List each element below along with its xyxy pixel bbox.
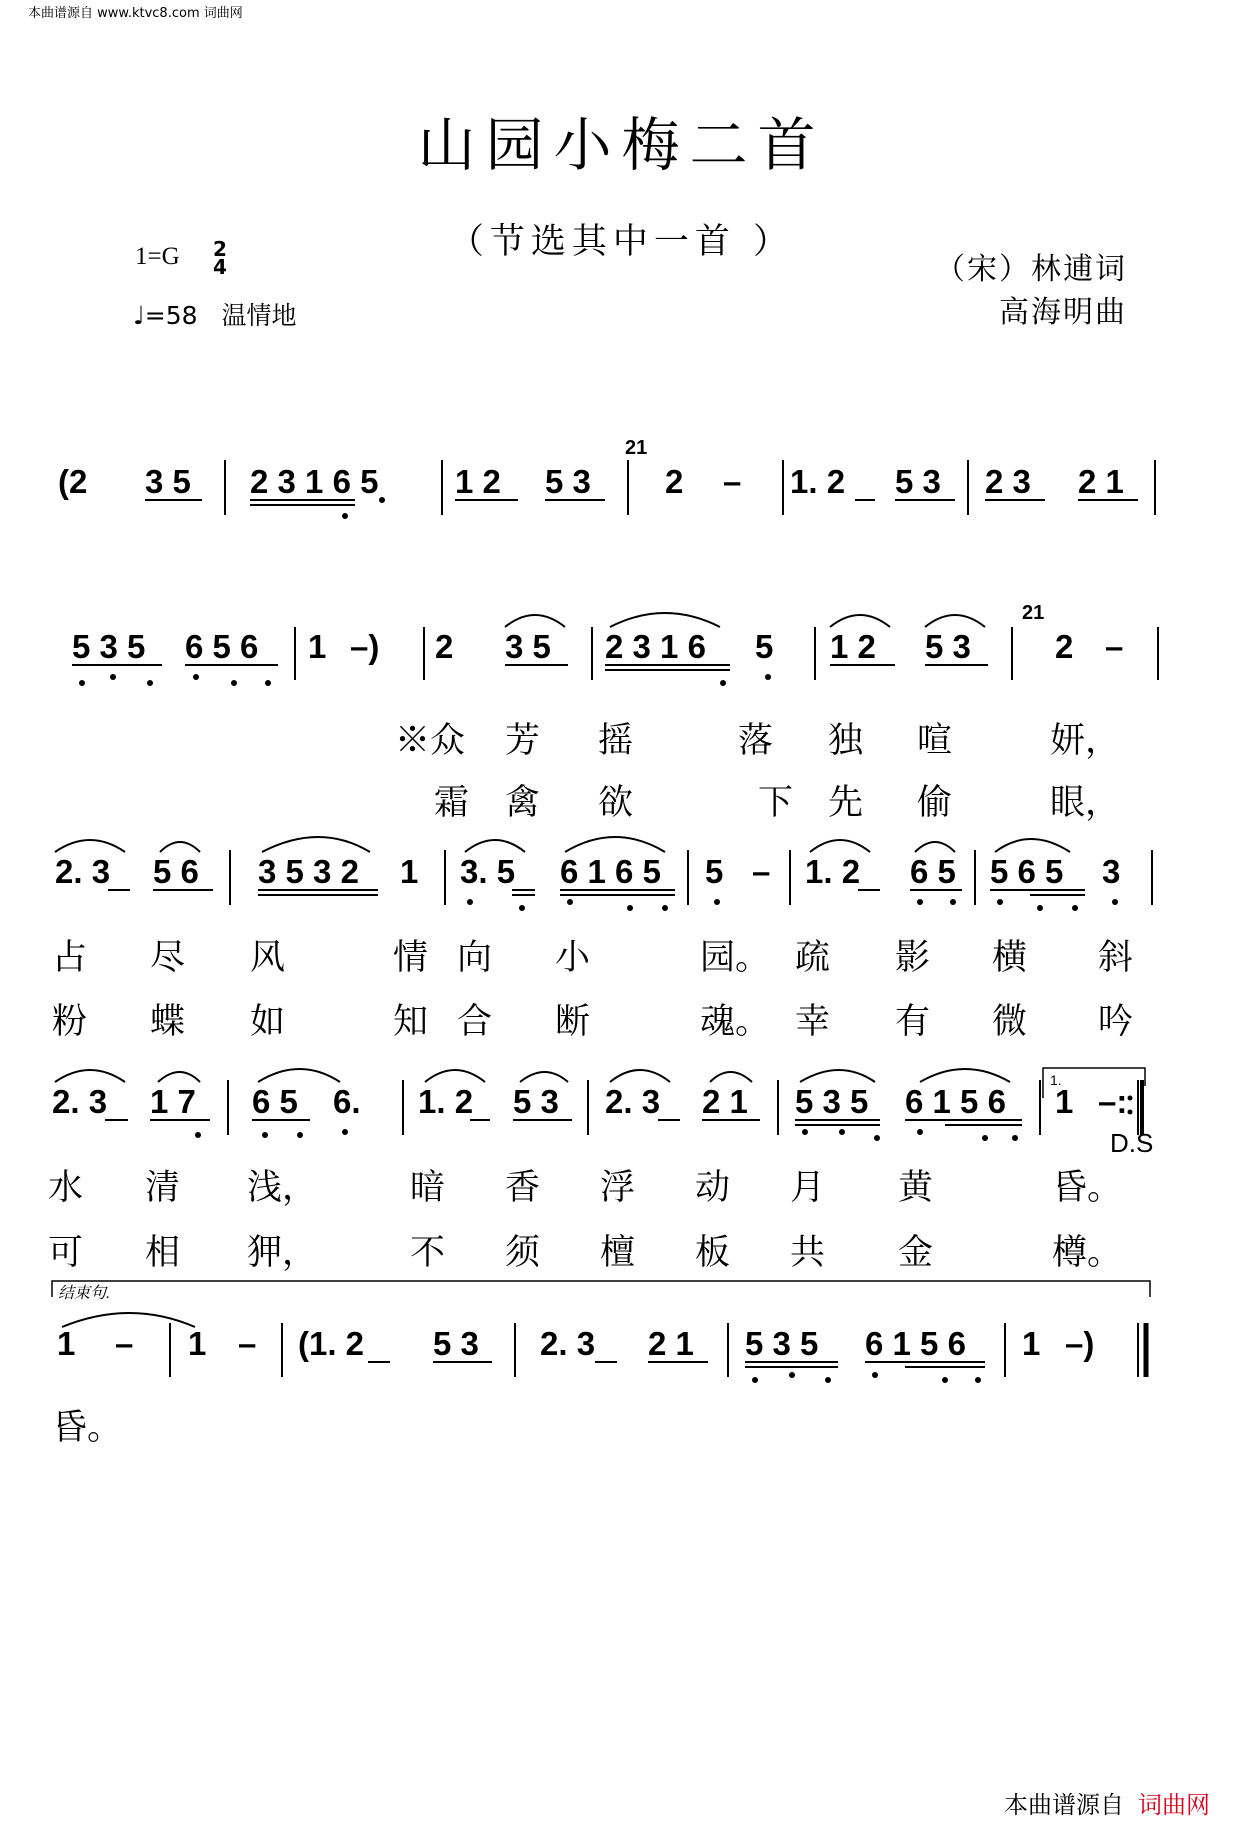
note-group: 5 3: [513, 1083, 559, 1120]
note-group: –: [1105, 628, 1124, 665]
note-group: 1. 2: [805, 853, 861, 890]
note-group: 2 3 1 6 5: [250, 463, 379, 500]
lyric: 有: [895, 1002, 931, 1042]
lyricist: （宋）林逋词: [935, 252, 1127, 287]
slur: [520, 1072, 568, 1082]
lyric: 板: [695, 1233, 731, 1273]
lyric: 独: [828, 721, 864, 761]
lyric: 先: [828, 783, 864, 823]
note-group: 2 3 1 6: [605, 628, 706, 665]
note-group: 2 1: [648, 1325, 694, 1362]
lyric: 合: [457, 1002, 493, 1042]
slur: [995, 839, 1070, 852]
lyric: 香: [505, 1168, 541, 1208]
lyric: 樽。: [1052, 1233, 1123, 1273]
note-group: 3. 5: [460, 853, 516, 890]
lyric: 檀: [600, 1233, 636, 1273]
source-header: 本曲谱源自 www.ktvc8.com 词曲网: [28, 6, 243, 21]
lyric: 情: [393, 938, 429, 978]
lyric: 向: [457, 938, 493, 978]
song-subtitle: （节选其中一首 ）: [448, 222, 795, 262]
note-group: 2: [1055, 628, 1074, 665]
note-group: 3 5: [145, 463, 191, 500]
grace-notes-icon: 21: [625, 437, 648, 459]
note-group: 5 3 5: [72, 628, 146, 665]
composer: 高海明曲: [999, 295, 1127, 330]
note-group: 6.: [333, 1083, 361, 1120]
dot-below: [950, 899, 956, 905]
note-group: 6 1 5 6: [905, 1083, 1006, 1120]
dot-below: [765, 674, 771, 680]
dot-below: [975, 1377, 981, 1383]
lyric: 如: [250, 1002, 286, 1042]
lyric: 微: [992, 1002, 1028, 1042]
lyric: 狎，: [247, 1233, 318, 1273]
lyric: 霜: [434, 783, 470, 823]
footer-source-label: 本曲谱源自: [1004, 1791, 1124, 1819]
footer-credit: [1004, 1785, 1210, 1820]
note-group: –: [752, 853, 771, 890]
song-title: 山园小梅二首: [417, 111, 826, 179]
dot-below: [342, 513, 348, 519]
slur: [158, 1072, 200, 1082]
lyric: 尽: [150, 938, 186, 978]
note-group: 2. 3: [55, 853, 111, 890]
note-group: 2 3: [985, 463, 1031, 500]
lyric: 禽: [505, 783, 541, 823]
ending-bracket: [52, 1281, 1150, 1297]
lyric: 园。: [700, 938, 771, 978]
note-group: 6 5: [910, 853, 956, 890]
note-group: 1: [57, 1325, 76, 1362]
note-group: 1 2: [455, 463, 501, 500]
lyric: 金: [898, 1233, 934, 1273]
lyric: 落: [738, 721, 774, 761]
score-row-5: [0, 1275, 1243, 1455]
note-group: 1: [308, 628, 327, 665]
note-group: 5 3: [545, 463, 591, 500]
slur: [160, 842, 200, 852]
note-group: 1: [1022, 1325, 1041, 1362]
dot-below: [79, 680, 85, 686]
note-group: 5 3: [433, 1325, 479, 1362]
note-group: 5: [705, 853, 724, 890]
dot-below: [1072, 905, 1078, 911]
note-group: 5 3: [925, 628, 971, 665]
note-group: 1. 2: [418, 1083, 474, 1120]
lyric: 粉: [52, 1002, 88, 1042]
dot-below: [825, 1377, 831, 1383]
slur: [925, 615, 985, 627]
lyric: 蝶: [150, 1002, 186, 1042]
note-group: 2. 3: [540, 1325, 596, 1362]
note-group: 1 7: [150, 1083, 196, 1120]
staff-row-1: [0, 437, 1243, 540]
slur: [565, 837, 665, 852]
lyric: 断: [555, 1002, 591, 1042]
dot-below: [147, 680, 153, 686]
lyric: 清: [145, 1168, 181, 1208]
expression: 温情地: [221, 301, 297, 330]
dot-below: [982, 1135, 988, 1141]
lyric: 喧: [917, 721, 953, 761]
time-bottom: 4: [213, 255, 227, 279]
staff-row-2: [0, 602, 1243, 705]
lyric: 吟: [1098, 1002, 1134, 1042]
lyric: 幸: [795, 1002, 831, 1042]
lyric: 欲: [598, 783, 634, 823]
slur: [710, 1072, 752, 1082]
note-group: 2. 3: [605, 1083, 661, 1120]
dot-below: [193, 674, 199, 680]
dot-below: [567, 899, 573, 905]
dot-below: [1037, 905, 1043, 911]
dot-below: [231, 680, 237, 686]
dot-below: [839, 1129, 845, 1135]
score-row-3: [0, 830, 1243, 1040]
dot-below: [874, 1135, 880, 1141]
key-signature: 1=G: [135, 243, 180, 270]
slur: [425, 1070, 485, 1082]
lyric: 魂。: [700, 1002, 771, 1042]
staff-row-4: [0, 1040, 1243, 1160]
lyric: 不: [410, 1233, 446, 1273]
note-group: (2: [58, 463, 88, 500]
lyric: 浅，: [247, 1168, 318, 1208]
slur: [610, 613, 720, 627]
score-row-1: [0, 437, 1243, 540]
note-group: 5 3 5: [795, 1083, 869, 1120]
slur: [55, 840, 125, 852]
slur: [262, 837, 370, 852]
dot-below: [195, 1132, 201, 1138]
dot-below: [917, 1129, 923, 1135]
note-group: –: [723, 463, 742, 500]
note-group: 5 3 5: [745, 1325, 819, 1362]
note-group: (1. 2: [298, 1325, 365, 1362]
dal-segno-marking: D.S: [1110, 1128, 1154, 1158]
footer-brand-link[interactable]: 词曲网: [1138, 1791, 1210, 1819]
slur: [915, 842, 955, 852]
note-group: –:: [1098, 1083, 1128, 1120]
lyric: 水: [48, 1168, 84, 1208]
note-group: 1 2: [830, 628, 876, 665]
lyric: 月: [790, 1168, 826, 1208]
lyric: 疏: [795, 938, 831, 978]
note-group: 2 1: [702, 1083, 748, 1120]
slur: [610, 1070, 670, 1082]
grace-notes-icon: 21: [1022, 602, 1045, 624]
note-group: 6 1 5 6: [865, 1325, 966, 1362]
lyric: 横: [992, 938, 1028, 978]
lyric: 共: [790, 1233, 826, 1273]
slur: [810, 840, 870, 852]
dot-below: [110, 674, 116, 680]
lyric: 芳: [505, 721, 541, 761]
note-group: 5 3: [895, 463, 941, 500]
note-group: 2. 3: [52, 1083, 108, 1120]
note-group: 2: [435, 628, 454, 665]
dot-below: [265, 680, 271, 686]
staff-row-5: [0, 1275, 1243, 1405]
note-group: –): [1065, 1325, 1095, 1362]
dot-below: [917, 899, 923, 905]
tempo-marking: [133, 296, 297, 332]
dot-below: [297, 1132, 303, 1138]
lyric: 知: [393, 1002, 429, 1042]
dot-below: [720, 680, 726, 686]
lyric: 昏。: [1052, 1168, 1123, 1208]
dot-below: [1112, 899, 1118, 905]
score-row-2: [0, 602, 1243, 823]
dot-below: [342, 1129, 348, 1135]
note-group: 1. 2: [790, 463, 846, 500]
dot-below: [752, 1377, 758, 1383]
note-group: –: [238, 1325, 257, 1362]
note-group: 5: [755, 628, 774, 665]
slur: [465, 840, 525, 852]
lyric: 动: [695, 1168, 731, 1208]
lyric: 占: [52, 938, 88, 978]
time-top: 2: [213, 237, 227, 261]
dot-below: [872, 1372, 878, 1378]
note-group: 5 6: [153, 853, 199, 890]
note-group: 6 5: [252, 1083, 298, 1120]
lyric: 斜: [1098, 938, 1134, 978]
dot-below: [942, 1377, 948, 1383]
note-group: 3 5 3 2: [258, 853, 359, 890]
note-group: 3: [1102, 853, 1121, 890]
repeat-dot: [1128, 1096, 1133, 1101]
dot-below: [467, 899, 473, 905]
slur: [258, 1069, 340, 1082]
lyric: 昏。: [52, 1408, 123, 1448]
lyric: 暗: [410, 1168, 446, 1208]
score-row-4: [0, 1040, 1243, 1273]
volta-label: 1.: [1050, 1072, 1062, 1088]
note-group: 2: [665, 463, 684, 500]
dot-below: [627, 905, 633, 911]
time-signature: [213, 237, 227, 279]
dot-below: [1012, 1135, 1018, 1141]
slur: [505, 615, 565, 627]
lyric: 摇: [598, 721, 634, 761]
staff-row-3: [0, 830, 1243, 930]
dot-below: [997, 899, 1003, 905]
dot-below: [789, 1372, 795, 1378]
note-group: 1: [1055, 1083, 1074, 1120]
note-group: 6 5 6: [185, 628, 259, 665]
dot-below: [379, 497, 385, 503]
note-group: –): [350, 628, 380, 665]
slur: [800, 1070, 875, 1082]
dot-below: [262, 1132, 268, 1138]
note-group: 3 5: [505, 628, 551, 665]
lyric: ※众: [395, 721, 466, 761]
slur: [55, 1070, 125, 1082]
lyric: 偷: [917, 783, 953, 823]
ending-label: 结束句.: [58, 1285, 111, 1302]
repeat-dot: [1128, 1110, 1133, 1115]
dot-below: [662, 905, 668, 911]
lyric: 影: [895, 938, 931, 978]
dot-below: [714, 899, 720, 905]
note-group: 6 1 6 5: [560, 853, 661, 890]
lyric: 风: [250, 938, 286, 978]
tempo-value: ♩=58: [133, 301, 198, 330]
lyric: 小: [555, 938, 591, 978]
lyric: 浮: [600, 1168, 636, 1208]
note-group: 5 6 5: [990, 853, 1064, 890]
note-group: 1: [188, 1325, 207, 1362]
lyric: 可: [48, 1233, 84, 1273]
note-group: –: [115, 1325, 134, 1362]
slur: [830, 615, 890, 627]
lyric: 须: [505, 1233, 541, 1273]
note-group: 2 1: [1078, 463, 1124, 500]
note-group: 1: [400, 853, 419, 890]
slur: [920, 1069, 1010, 1082]
lyric: 眼，: [1050, 783, 1121, 823]
lyric: 黄: [898, 1168, 934, 1208]
dot-below: [519, 905, 525, 911]
lyric: 相: [145, 1233, 181, 1273]
lyric: 下: [758, 783, 794, 823]
lyric: 妍，: [1050, 721, 1121, 761]
dot-below: [802, 1129, 808, 1135]
